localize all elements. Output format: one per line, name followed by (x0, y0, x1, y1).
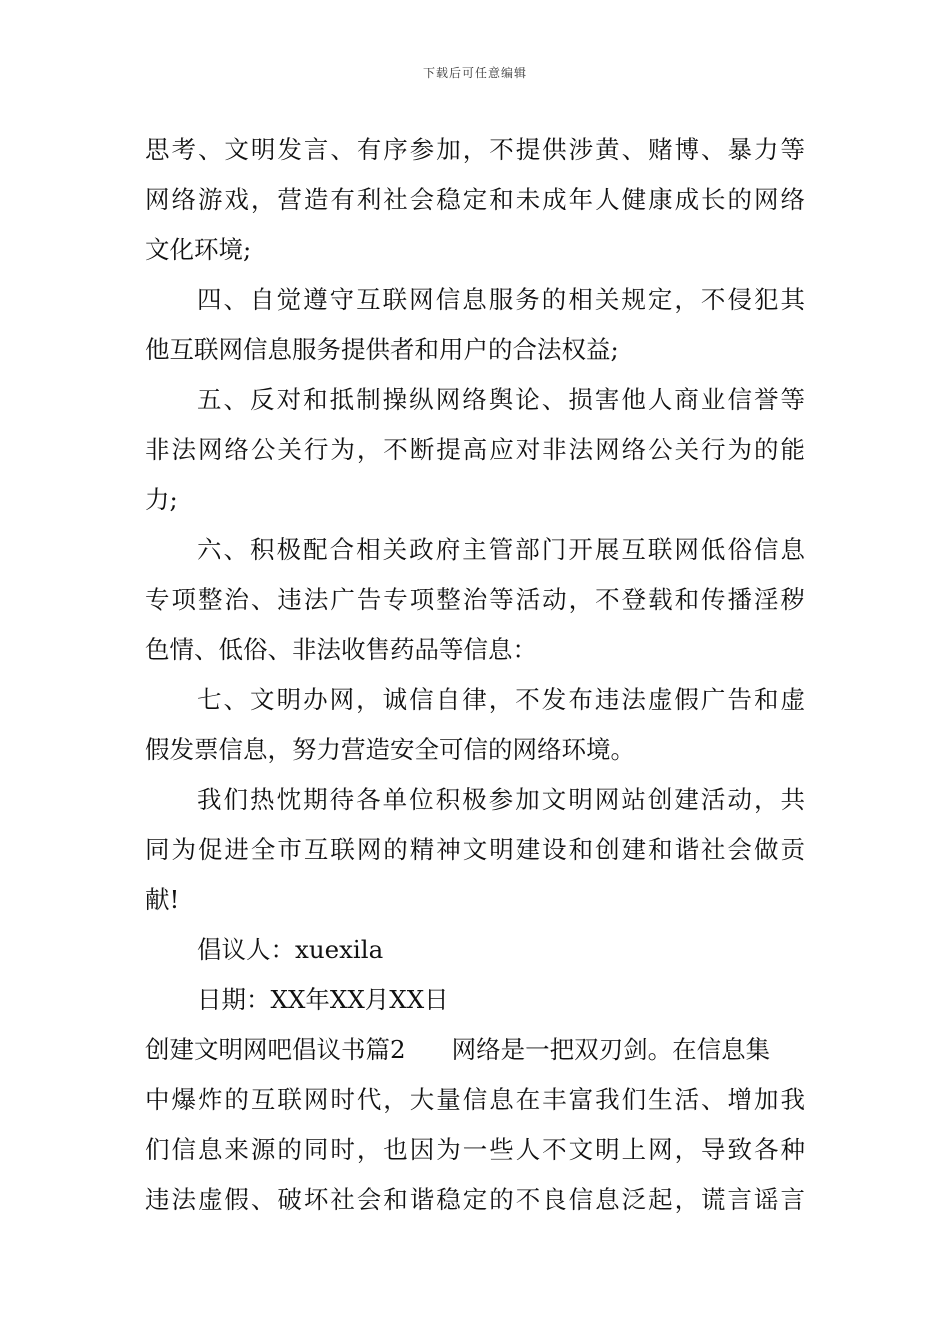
paragraph-line: 网络游戏，营造有利社会稳定和未成年人健康成长的网络 (145, 185, 805, 214)
paragraph-text: 网络是一把双刃剑。在信息集 (451, 1035, 771, 1064)
paragraph-line: 中爆炸的互联网时代，大量信息在丰富我们生活、增加我 (145, 1085, 805, 1114)
paragraph-line: 五、反对和抵制操纵网络舆论、损害他人商业信誉等 (197, 385, 805, 414)
paragraph-line: 色情、低俗、非法收售药品等信息： (145, 635, 537, 664)
paragraph-line: 我们热忱期待各单位积极参加文明网站创建活动，共 (197, 785, 805, 814)
page-header: 下载后可任意编辑 (422, 66, 527, 80)
document-body (145, 125, 805, 1225)
paragraph-line: 四、自觉遵守互联网信息服务的相关规定，不侵犯其 (197, 285, 805, 314)
paragraph-line: 专项整治、违法广告专项整治等活动，不登载和传播淫秽 (145, 585, 805, 614)
paragraph-line: 假发票信息，努力营造安全可信的网络环境。 (145, 735, 635, 764)
paragraph-line: 违法虚假、破坏社会和谐稳定的不良信息泛起，谎言谣言 (145, 1185, 805, 1214)
paragraph-line: 思考、文明发言、有序参加，不提供涉黄、赌博、暴力等 (145, 135, 805, 164)
proposer-line: 倡议人：xuexila (197, 935, 384, 964)
section-line (145, 1025, 805, 1075)
paragraph-line: 他互联网信息服务提供者和用户的合法权益; (145, 335, 619, 364)
paragraph-line: 非法网络公关行为，不断提高应对非法网络公关行为的能 (145, 435, 805, 464)
paragraph-line: 同为促进全市互联网的精神文明建设和创建和谐社会做贡 (145, 835, 805, 864)
section-title: 创建文明网吧倡议书篇2 (145, 1035, 406, 1064)
date-line: 日期：XX年XX月XX日 (197, 985, 449, 1014)
paragraph-line: 们信息来源的同时，也因为一些人不文明上网，导致各种 (145, 1135, 805, 1164)
paragraph-line: 力; (145, 485, 178, 514)
paragraph-line: 七、文明办网，诚信自律，不发布违法虚假广告和虚 (197, 685, 805, 714)
paragraph-line: 文化环境; (145, 235, 252, 264)
paragraph-line: 六、积极配合相关政府主管部门开展互联网低俗信息 (197, 535, 805, 564)
paragraph-line: 献! (145, 885, 180, 914)
